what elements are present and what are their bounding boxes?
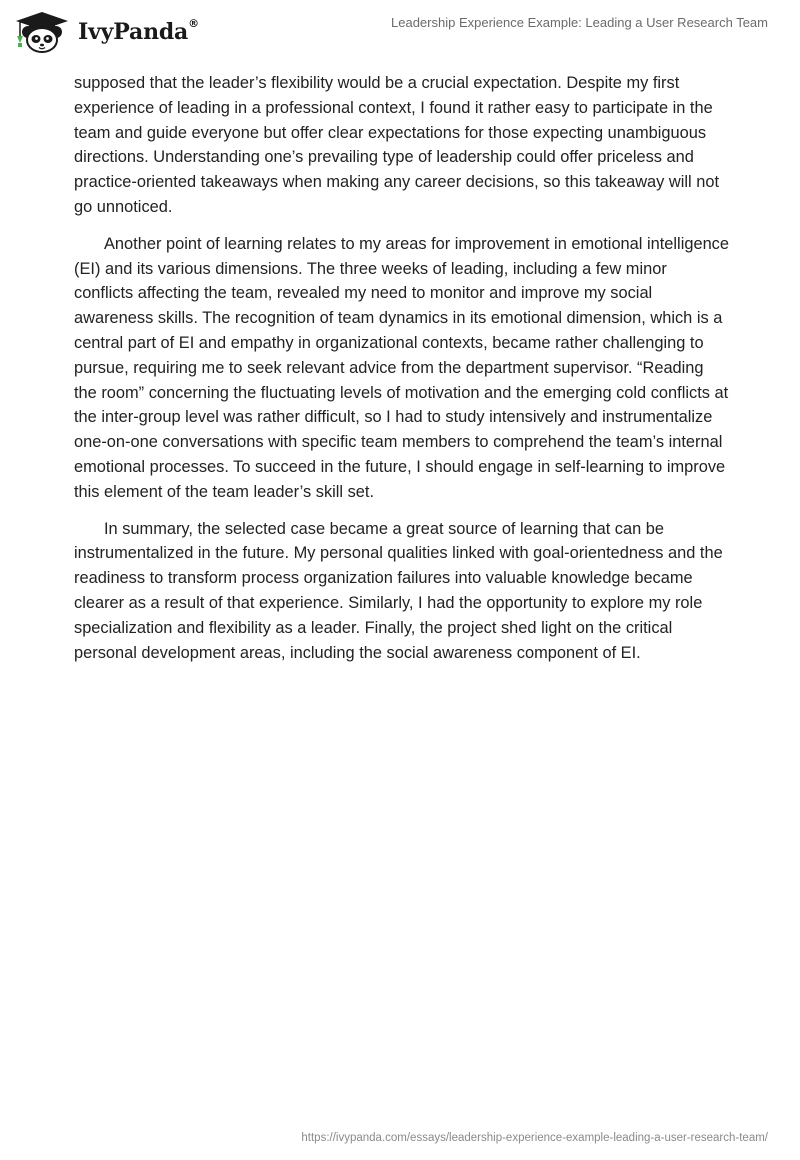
page-header xyxy=(0,0,800,60)
essay-body xyxy=(74,71,729,677)
registered-mark: ® xyxy=(188,17,199,30)
paragraph-1: supposed that the leader’s flexibility would be a crucial expectation. Despite my first experience of leading in a professional context, I found it rather easy to participate in the team and guide everyone but offer clear expectations for those expecting unambiguous directions. Understanding one’s prevailing type of leadership could offer priceless and practice-oriented takeaways when making any career decisions, so this takeaway will not go unnoticed. xyxy=(74,74,720,216)
paragraph-3: In summary, the selected case became a great source of learning that can be instrumentalized in the future. My personal qualities linked with goal-orientedness and the readiness to transform process organization failures into valuable knowledge became clearer as a result of that experience. Similarly, I had the opportunity to explore my role specialization and flexibility as a leader. Finally, the project shed light on the critical personal development areas, including the social awareness component of EI. xyxy=(74,519,723,662)
source-url[interactable]: https://ivypanda.com/essays/leadership-experience-example-leading-a-user-research-team/ xyxy=(301,1132,768,1144)
brand-logo[interactable] xyxy=(12,10,199,54)
document-title: Leadership Experience Example: Leading a User Research Team xyxy=(391,15,768,30)
paragraph-2: Another point of learning relates to my areas for improvement in emotional intelligence (EI) and its various dimensions. The three weeks of leading, including a few minor conflicts affecting the team, revealed my need to monitor and improve my social awareness skills. The recognition of team dynamics in its emotional dimension, which is a central part of EI and empathy in organizational contexts, became rather challenging to pursue, requiring me to seek relevant advice from the department supervisor. “Reading the room” concerning the fluctuating levels of motivation and the emerging cold conflicts at the inter-group level was rather difficult, so I had to study intensively and instrumentalize one-on-one conversations with specific team members to comprehend the team’s internal emotional processes. To succeed in the future, I should engage in self-learning to improve this element of the team leader’s skill set. xyxy=(74,234,729,501)
panda-graduate-logo-icon xyxy=(12,10,72,54)
brand-name: IvyPanda® xyxy=(78,17,199,45)
